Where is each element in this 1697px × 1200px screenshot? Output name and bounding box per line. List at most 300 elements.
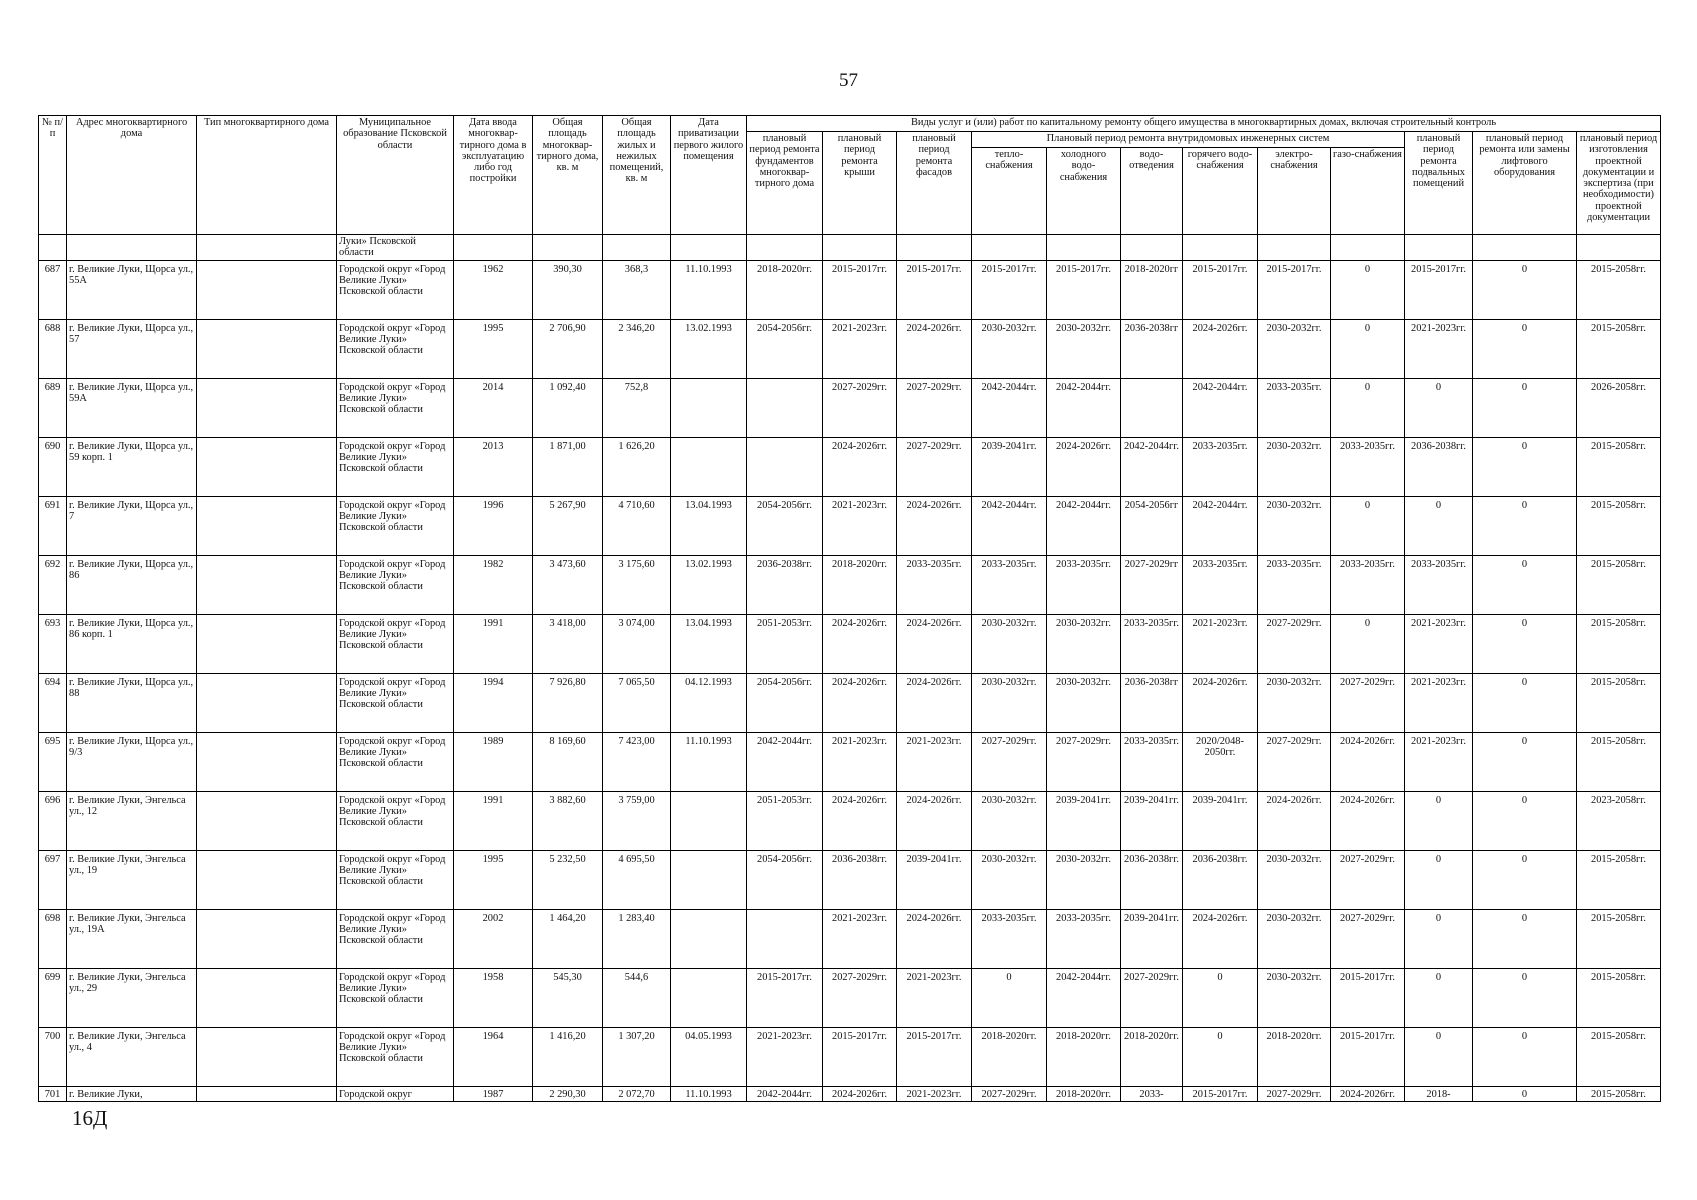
cell-num: 701: [39, 1086, 67, 1101]
cell-cold-water: 2042-2044гг.: [1047, 378, 1121, 437]
cell-gas: 0: [1331, 260, 1405, 319]
cell-year: 1964: [454, 1027, 533, 1086]
cell-type: [197, 496, 337, 555]
cell-electric: 2027-2029гг.: [1258, 1086, 1331, 1101]
cell-address: г. Великие Луки, Энгельса ул., 19: [67, 850, 197, 909]
cell-municipality: Городской округ «Город Великие Луки» Псковской области: [337, 614, 454, 673]
cell-drainage: 2054-2056гг: [1121, 496, 1183, 555]
cell-electric: 2030-2032гг.: [1258, 319, 1331, 378]
cell-area-total: 7 926,80: [533, 673, 603, 732]
cell-num: 696: [39, 791, 67, 850]
cell-num: 687: [39, 260, 67, 319]
cell-elevator: 0: [1473, 614, 1577, 673]
cell-foundation: [747, 378, 823, 437]
cell-cold-water: 2015-2017гг.: [1047, 260, 1121, 319]
header-basement: плановый период ремонта подвальных помещений: [1405, 132, 1473, 235]
cell-area-total: 3 418,00: [533, 614, 603, 673]
cell-cold-water: 2030-2032гг.: [1047, 850, 1121, 909]
cell-year: 1995: [454, 319, 533, 378]
cell-foundation: 2054-2056гг.: [747, 850, 823, 909]
cell-drainage: 2039-2041гг.: [1121, 909, 1183, 968]
cell-heat: 2030-2032гг.: [972, 791, 1047, 850]
header-facade: плановый период ремонта фасадов: [897, 132, 972, 235]
cell-gas: 2033-2035гг.: [1331, 555, 1405, 614]
cell-elevator: 0: [1473, 260, 1577, 319]
cell-area-living: 3 759,00: [603, 791, 671, 850]
cell-municipality: Городской округ «Город Великие Луки» Псковской области: [337, 319, 454, 378]
cell-design: 2015-2058гг.: [1577, 1027, 1661, 1086]
cell-gas: 2033-2035гг.: [1331, 437, 1405, 496]
cell-area-total: 3 473,60: [533, 555, 603, 614]
cell-area-total: 1 871,00: [533, 437, 603, 496]
cell-area-living: 4 710,60: [603, 496, 671, 555]
header-systems-group: Плановый период ремонта внутридомовых инженерных систем: [972, 132, 1405, 148]
cell-elevator: 0: [1473, 378, 1577, 437]
cell-electric: 2033-2035гг.: [1258, 378, 1331, 437]
cell-basement: 2021-2023гг.: [1405, 732, 1473, 791]
cell-heat: 2033-2035гг.: [972, 555, 1047, 614]
cell-cold-water: 2030-2032гг.: [1047, 673, 1121, 732]
header-elevator: плановый период ремонта или замены лифтового оборудования: [1473, 132, 1577, 235]
cell-heat: 2030-2032гг.: [972, 614, 1047, 673]
cell-hot-water: 2024-2026гг.: [1183, 673, 1258, 732]
cell-hot-water: 2033-2035гг.: [1183, 555, 1258, 614]
cell-electric: 2030-2032гг.: [1258, 437, 1331, 496]
cell-facade: 2021-2023гг.: [897, 968, 972, 1027]
cell-area-total: 1 092,40: [533, 378, 603, 437]
cell-hot-water: 2015-2017гг.: [1183, 260, 1258, 319]
cell-drainage: 2033-2035гг.: [1121, 614, 1183, 673]
cell-num: 697: [39, 850, 67, 909]
cell-roof: 2021-2023гг.: [823, 909, 897, 968]
cell-municipality: Городской округ «Город Великие Луки» Псковской области: [337, 673, 454, 732]
table-row: [39, 791, 1661, 850]
cell-num: 695: [39, 732, 67, 791]
cell-address: г. Великие Луки, Щорса ул., 86: [67, 555, 197, 614]
cell-year: 1996: [454, 496, 533, 555]
cell-num: 694: [39, 673, 67, 732]
cell-area-living: 3 175,60: [603, 555, 671, 614]
header-gas: газо-снабжения: [1331, 148, 1405, 235]
cell-drainage: 2027-2029гг: [1121, 555, 1183, 614]
cell-gas: 2027-2029гг.: [1331, 673, 1405, 732]
cell-design: 2015-2058гг.: [1577, 555, 1661, 614]
cell-num: 700: [39, 1027, 67, 1086]
cell-elevator: 0: [1473, 1027, 1577, 1086]
cell-design: 2015-2058гг.: [1577, 260, 1661, 319]
cell-area-living: 752,8: [603, 378, 671, 437]
cell-municipality: Городской округ «Город Великие Луки» Псковской области: [337, 909, 454, 968]
cell-type: [197, 850, 337, 909]
cell-municipality: Городской округ «Город Великие Луки» Псковской области: [337, 437, 454, 496]
cell-facade: 2033-2035гг.: [897, 555, 972, 614]
cell-privatization: [671, 437, 747, 496]
cell-type: [197, 968, 337, 1027]
cell-electric: 2018-2020гг.: [1258, 1027, 1331, 1086]
cell-area-total: 2 290,30: [533, 1086, 603, 1101]
cell-privatization: 13.04.1993: [671, 614, 747, 673]
cell-elevator: 0: [1473, 732, 1577, 791]
cell-facade: 2021-2023гг.: [897, 732, 972, 791]
cell-area-total: 2 706,90: [533, 319, 603, 378]
cell-privatization: [671, 968, 747, 1027]
cell-basement: 0: [1405, 791, 1473, 850]
table-row: [39, 378, 1661, 437]
cell-municipality: Городской округ «Город Великие Луки» Псковской области: [337, 968, 454, 1027]
cell-hot-water: 2021-2023гг.: [1183, 614, 1258, 673]
cell-type: [197, 909, 337, 968]
cell-address: г. Великие Луки, Энгельса ул., 29: [67, 968, 197, 1027]
cell-year: 1991: [454, 614, 533, 673]
header-municipality: Муниципальное образование Псковской области: [337, 116, 454, 235]
cell-municipality: Городской округ «Город Великие Луки» Псковской области: [337, 791, 454, 850]
header-roof: плановый период ремонта крыши: [823, 132, 897, 235]
cell-privatization: 11.10.1993: [671, 260, 747, 319]
cell-foundation: 2054-2056гг.: [747, 673, 823, 732]
cell-year: 1989: [454, 732, 533, 791]
cell-address: г. Великие Луки,: [67, 1086, 197, 1101]
cell-elevator: 0: [1473, 319, 1577, 378]
cell-roof: 2036-2038гг.: [823, 850, 897, 909]
cell-heat: 2015-2017гг.: [972, 260, 1047, 319]
cell-heat: 2039-2041гг.: [972, 437, 1047, 496]
cell-elevator: 0: [1473, 1086, 1577, 1101]
cell-basement: 2015-2017гг.: [1405, 260, 1473, 319]
cell-design: 2015-2058гг.: [1577, 732, 1661, 791]
cell-drainage: 2027-2029гг.: [1121, 968, 1183, 1027]
cell-design: 2015-2058гг.: [1577, 614, 1661, 673]
cell-cold-water: 2018-2020гг.: [1047, 1086, 1121, 1101]
cell-num: 688: [39, 319, 67, 378]
cell-heat: 2042-2044гг.: [972, 378, 1047, 437]
cell-municipality: Луки» Псковской области: [337, 235, 454, 261]
cell-privatization: [671, 909, 747, 968]
cell-drainage: 2033-: [1121, 1086, 1183, 1101]
cell-gas: 2015-2017гг.: [1331, 1027, 1405, 1086]
cell-cold-water: 2033-2035гг.: [1047, 555, 1121, 614]
cell-privatization: 13.02.1993: [671, 555, 747, 614]
cell-hot-water: 2042-2044гг.: [1183, 496, 1258, 555]
header-electric: электро-снабжения: [1258, 148, 1331, 235]
cell-cold-water: 2024-2026гг.: [1047, 437, 1121, 496]
cell-area-total: 390,30: [533, 260, 603, 319]
cell-num: 691: [39, 496, 67, 555]
table-row: [39, 437, 1661, 496]
cell-hot-water: 0: [1183, 1027, 1258, 1086]
cell-drainage: 2042-2044гг.: [1121, 437, 1183, 496]
cell-foundation: 2042-2044гг.: [747, 732, 823, 791]
table-row: [39, 909, 1661, 968]
table-row: [39, 968, 1661, 1027]
cell-electric: 2030-2032гг.: [1258, 968, 1331, 1027]
cell-year: 2002: [454, 909, 533, 968]
cell-heat: 2030-2032гг.: [972, 850, 1047, 909]
cell-num: 693: [39, 614, 67, 673]
header-num: № п/п: [39, 116, 67, 235]
cell-elevator: 0: [1473, 673, 1577, 732]
cell-address: г. Великие Луки, Щорса ул., 59А: [67, 378, 197, 437]
cell-hot-water: 2015-2017гг.: [1183, 1086, 1258, 1101]
cell-facade: 2039-2041гг.: [897, 850, 972, 909]
cell-num: 698: [39, 909, 67, 968]
cell-basement: 2033-2035гг.: [1405, 555, 1473, 614]
continuation-row: [39, 235, 1661, 261]
page-number: 57: [839, 70, 858, 91]
cell-cold-water: 2030-2032гг.: [1047, 614, 1121, 673]
cell-address: г. Великие Луки, Щорса ул., 9/3: [67, 732, 197, 791]
cell-address: г. Великие Луки, Щорса ул., 88: [67, 673, 197, 732]
cell-type: [197, 1027, 337, 1086]
cell-area-total: 8 169,60: [533, 732, 603, 791]
cell-elevator: 0: [1473, 496, 1577, 555]
cell-cold-water: 2039-2041гг.: [1047, 791, 1121, 850]
cell-drainage: 2036-2038гг: [1121, 319, 1183, 378]
cell-elevator: 0: [1473, 555, 1577, 614]
cell-year: 1995: [454, 850, 533, 909]
table-row: [39, 1086, 1661, 1101]
cell-gas: 0: [1331, 496, 1405, 555]
cell-facade: 2024-2026гг.: [897, 496, 972, 555]
cell-elevator: 0: [1473, 850, 1577, 909]
cell-type: [197, 1086, 337, 1101]
cell-facade: 2027-2029гг.: [897, 437, 972, 496]
cell-type: [197, 791, 337, 850]
cell-design: 2015-2058гг.: [1577, 496, 1661, 555]
table-row: [39, 614, 1661, 673]
cell-heat: 2030-2032гг.: [972, 673, 1047, 732]
table-row: [39, 555, 1661, 614]
cell-type: [197, 555, 337, 614]
cell-cold-water: 2033-2035гг.: [1047, 909, 1121, 968]
cell-area-living: 4 695,50: [603, 850, 671, 909]
cell-basement: 2018-: [1405, 1086, 1473, 1101]
cell-privatization: 11.10.1993: [671, 732, 747, 791]
cell-foundation: 2018-2020гг.: [747, 260, 823, 319]
cell-municipality: Городской округ «Город Великие Луки» Псковской области: [337, 1027, 454, 1086]
cell-roof: 2024-2026гг.: [823, 791, 897, 850]
cell-year: 1991: [454, 791, 533, 850]
cell-year: 1987: [454, 1086, 533, 1101]
header-cold-water: холодного водо-снабжения: [1047, 148, 1121, 235]
cell-privatization: 13.02.1993: [671, 319, 747, 378]
cell-design: 2015-2058гг.: [1577, 437, 1661, 496]
cell-roof: 2024-2026гг.: [823, 673, 897, 732]
cell-roof: 2018-2020гг.: [823, 555, 897, 614]
cell-basement: 2021-2023гг.: [1405, 614, 1473, 673]
cell-address: г. Великие Луки, Энгельса ул., 19А: [67, 909, 197, 968]
cell-hot-water: 2039-2041гг.: [1183, 791, 1258, 850]
cell-facade: 2015-2017гг.: [897, 260, 972, 319]
cell-privatization: 13.04.1993: [671, 496, 747, 555]
cell-type: [197, 437, 337, 496]
cell-design: 2015-2058гг.: [1577, 850, 1661, 909]
cell-roof: 2024-2026гг.: [823, 437, 897, 496]
cell-municipality: Городской округ «Город Великие Луки» Псковской области: [337, 732, 454, 791]
cell-heat: 2030-2032гг.: [972, 319, 1047, 378]
cell-basement: 0: [1405, 909, 1473, 968]
cell-facade: 2021-2023гг.: [897, 1086, 972, 1101]
cell-roof: 2021-2023гг.: [823, 732, 897, 791]
cell-type: [197, 732, 337, 791]
header-area-total: Общая площадь многоквар-тирного дома, кв. м: [533, 116, 603, 235]
table-header: [39, 116, 1661, 235]
cell-area-living: 1 626,20: [603, 437, 671, 496]
cell-foundation: 2051-2053гг.: [747, 614, 823, 673]
cell-electric: 2027-2029гг.: [1258, 732, 1331, 791]
cell-privatization: [671, 378, 747, 437]
cell-cold-water: 2030-2032гг.: [1047, 319, 1121, 378]
cell-basement: 2021-2023гг.: [1405, 319, 1473, 378]
cell-gas: 2027-2029гг.: [1331, 850, 1405, 909]
cell-area-living: 1 307,20: [603, 1027, 671, 1086]
cell-num: 699: [39, 968, 67, 1027]
cell-type: [197, 614, 337, 673]
cell-facade: 2024-2026гг.: [897, 791, 972, 850]
cell-address: г. Великие Луки, Энгельса ул., 12: [67, 791, 197, 850]
cell-drainage: 2036-2038гг: [1121, 673, 1183, 732]
cell-type: [197, 260, 337, 319]
cell-heat: 0: [972, 968, 1047, 1027]
cell-municipality: Городской округ «Город Великие Луки» Псковской области: [337, 850, 454, 909]
cell-type: [197, 673, 337, 732]
cell-gas: 2024-2026гг.: [1331, 791, 1405, 850]
table-row: [39, 496, 1661, 555]
cell-address: г. Великие Луки, Энгельса ул., 4: [67, 1027, 197, 1086]
cell-electric: 2030-2032гг.: [1258, 850, 1331, 909]
cell-address: г. Великие Луки, Щорса ул., 55А: [67, 260, 197, 319]
cell-privatization: 04.12.1993: [671, 673, 747, 732]
cell-address: г. Великие Луки, Щорса ул., 7: [67, 496, 197, 555]
footer-code: 16Д: [72, 1106, 108, 1130]
cell-heat: 2042-2044гг.: [972, 496, 1047, 555]
cell-electric: 2030-2032гг.: [1258, 496, 1331, 555]
cell-cold-water: 2042-2044гг.: [1047, 496, 1121, 555]
cell-basement: 2036-2038гг.: [1405, 437, 1473, 496]
cell-drainage: 2036-2038гг.: [1121, 850, 1183, 909]
cell-roof: 2015-2017гг.: [823, 260, 897, 319]
cell-address: г. Великие Луки, Щорса ул., 86 корп. 1: [67, 614, 197, 673]
cell-num: 689: [39, 378, 67, 437]
cell-gas: 0: [1331, 614, 1405, 673]
cell-area-total: 1 464,20: [533, 909, 603, 968]
cell-facade: 2024-2026гг.: [897, 319, 972, 378]
cell-drainage: 2033-2035гг.: [1121, 732, 1183, 791]
cell-num: 690: [39, 437, 67, 496]
cell-num: 692: [39, 555, 67, 614]
header-heat: тепло-снабжения: [972, 148, 1047, 235]
cell-basement: 2021-2023гг.: [1405, 673, 1473, 732]
header-address: Адрес многоквартирного дома: [67, 116, 197, 235]
table-body: [39, 235, 1661, 1102]
cell-privatization: 11.10.1993: [671, 1086, 747, 1101]
table-row: [39, 1027, 1661, 1086]
cell-hot-water: 2020/2048-2050гг.: [1183, 732, 1258, 791]
cell-area-living: 7 065,50: [603, 673, 671, 732]
header-design: плановый период изготовления проектной документации и экспертиза (при необходимости) проектной документации: [1577, 132, 1661, 235]
header-date-input: Дата ввода многоквар-тирного дома в эксплуатацию либо год постройки: [454, 116, 533, 235]
cell-electric: 2030-2032гг.: [1258, 909, 1331, 968]
cell-design: 2015-2058гг.: [1577, 1086, 1661, 1101]
cell-gas: 2027-2029гг.: [1331, 909, 1405, 968]
cell-year: 2013: [454, 437, 533, 496]
cell-municipality: Городской округ «Город Великие Луки» Псковской области: [337, 496, 454, 555]
cell-area-total: 5 232,50: [533, 850, 603, 909]
cell-hot-water: 2033-2035гг.: [1183, 437, 1258, 496]
cell-municipality: Городской округ «Город Великие Луки» Псковской области: [337, 555, 454, 614]
cell-drainage: 2018-2020гг: [1121, 260, 1183, 319]
cell-basement: 0: [1405, 850, 1473, 909]
cell-foundation: 2054-2056гг.: [747, 496, 823, 555]
cell-roof: 2027-2029гг.: [823, 968, 897, 1027]
cell-electric: 2033-2035гг.: [1258, 555, 1331, 614]
header-type: Тип многоквартирного дома: [197, 116, 337, 235]
cell-area-total: 3 882,60: [533, 791, 603, 850]
cell-foundation: 2054-2056гг.: [747, 319, 823, 378]
cell-cold-water: 2018-2020гг.: [1047, 1027, 1121, 1086]
cell-year: 1994: [454, 673, 533, 732]
cell-roof: 2021-2023гг.: [823, 496, 897, 555]
cell-roof: 2021-2023гг.: [823, 319, 897, 378]
cell-area-total: 1 416,20: [533, 1027, 603, 1086]
cell-electric: 2024-2026гг.: [1258, 791, 1331, 850]
cell-hot-water: 2042-2044гг.: [1183, 378, 1258, 437]
cell-elevator: 0: [1473, 909, 1577, 968]
cell-year: 1958: [454, 968, 533, 1027]
cell-design: 2015-2058гг.: [1577, 673, 1661, 732]
header-drainage: водо-отведения: [1121, 148, 1183, 235]
header-foundation: плановый период ремонта фундаментов многоквар-тирного дома: [747, 132, 823, 235]
cell-facade: 2024-2026гг.: [897, 909, 972, 968]
cell-hot-water: 2024-2026гг.: [1183, 319, 1258, 378]
cell-design: 2015-2058гг.: [1577, 319, 1661, 378]
cell-elevator: 0: [1473, 968, 1577, 1027]
cell-basement: 0: [1405, 968, 1473, 1027]
cell-foundation: 2042-2044гг.: [747, 1086, 823, 1101]
cell-facade: 2024-2026гг.: [897, 614, 972, 673]
cell-foundation: [747, 437, 823, 496]
cell-foundation: [747, 909, 823, 968]
cell-gas: 2024-2026гг.: [1331, 1086, 1405, 1101]
cell-area-living: 1 283,40: [603, 909, 671, 968]
cell-elevator: 0: [1473, 791, 1577, 850]
cell-design: 2026-2058гг.: [1577, 378, 1661, 437]
cell-year: 1962: [454, 260, 533, 319]
table-row: [39, 850, 1661, 909]
cell-design: 2015-2058гг.: [1577, 968, 1661, 1027]
cell-area-living: 3 074,00: [603, 614, 671, 673]
cell-gas: 2015-2017гг.: [1331, 968, 1405, 1027]
cell-electric: 2015-2017гг.: [1258, 260, 1331, 319]
cell-drainage: 2039-2041гг.: [1121, 791, 1183, 850]
cell-gas: 0: [1331, 319, 1405, 378]
cell-area-total: 545,30: [533, 968, 603, 1027]
cell-roof: 2024-2026гг.: [823, 1086, 897, 1101]
cell-area-living: 368,3: [603, 260, 671, 319]
cell-area-living: 544,6: [603, 968, 671, 1027]
table-row: [39, 260, 1661, 319]
capital-repair-table: [38, 115, 1661, 1102]
cell-basement: 0: [1405, 496, 1473, 555]
cell-hot-water: 2024-2026гг.: [1183, 909, 1258, 968]
header-privatization: Дата приватизации первого жилого помещения: [671, 116, 747, 235]
cell-drainage: [1121, 378, 1183, 437]
table-row: [39, 319, 1661, 378]
cell-heat: 2027-2029гг.: [972, 732, 1047, 791]
cell-municipality: Городской округ «Город Великие Луки» Псковской области: [337, 260, 454, 319]
table-row: [39, 673, 1661, 732]
cell-year: 1982: [454, 555, 533, 614]
cell-roof: 2015-2017гг.: [823, 1027, 897, 1086]
